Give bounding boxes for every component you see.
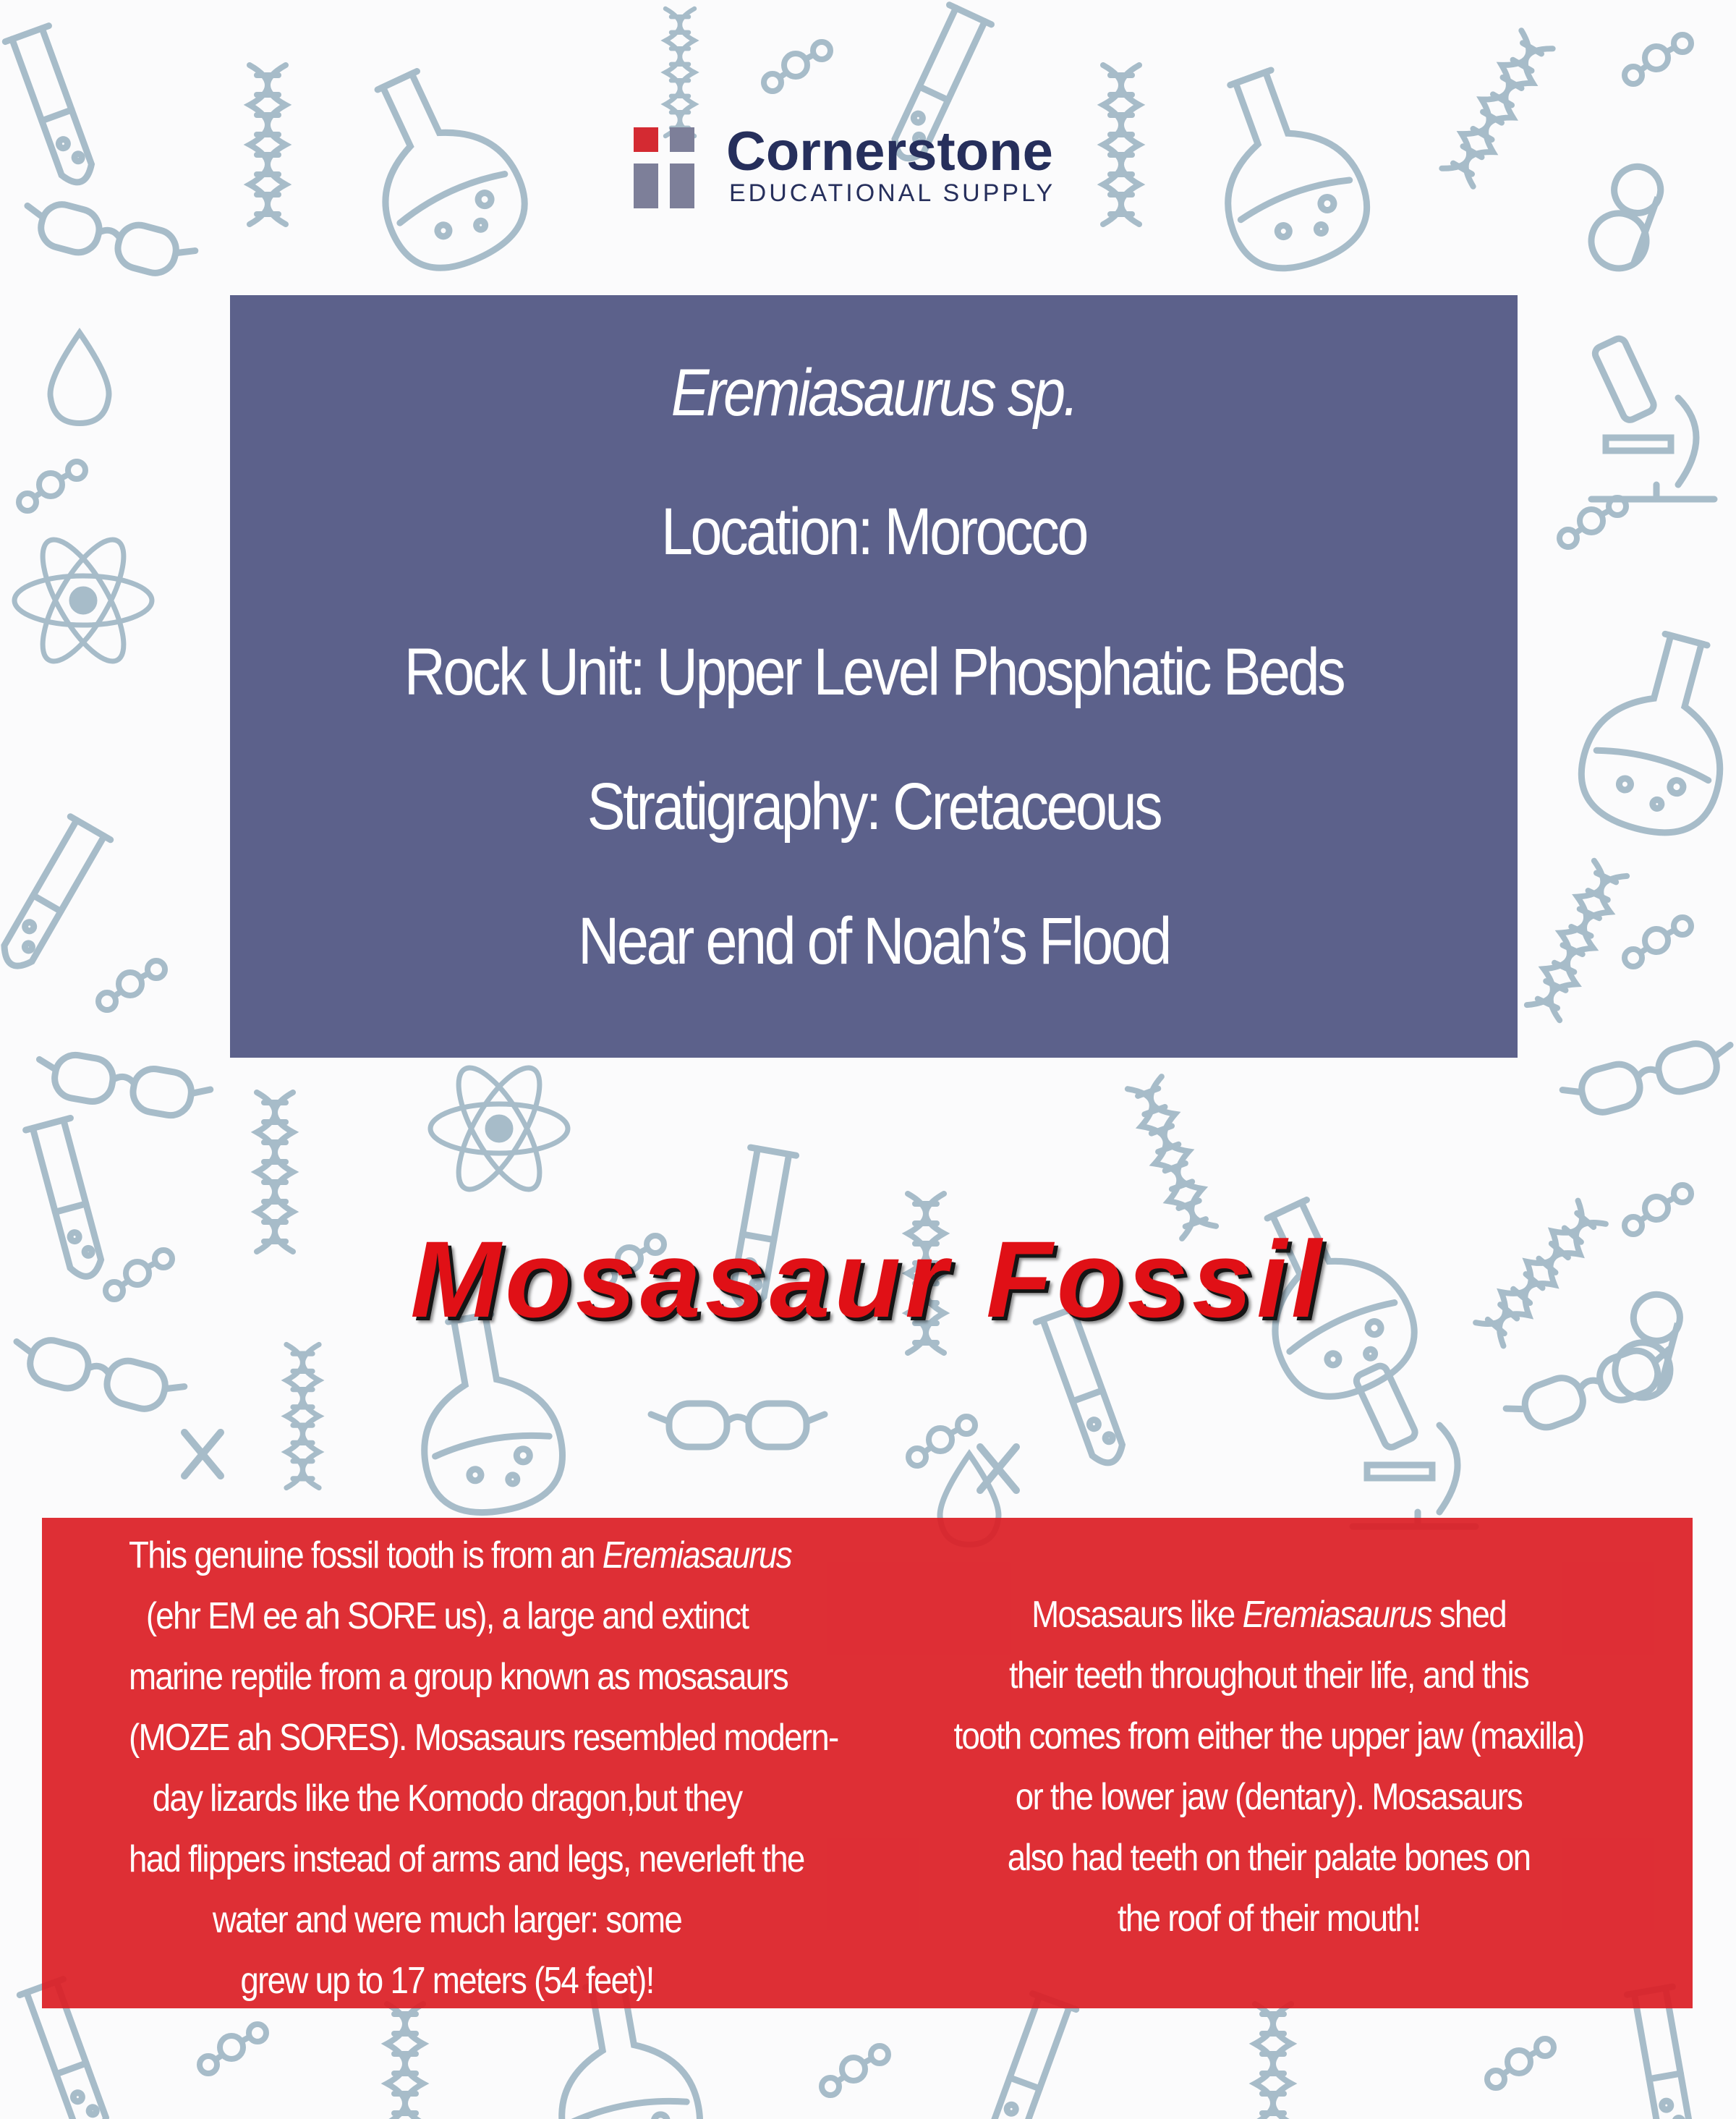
description-line: marine reptile from a group known as mosasaurs: [129, 1656, 788, 1698]
description-right-column: [907, 1584, 1630, 1949]
description-line: had flippers instead of arms and legs, neverleft the: [129, 1838, 804, 1880]
description-line: also had teeth on their palate bones on: [1007, 1837, 1531, 1879]
description-line: grew up to 17 meters (54 feet)!: [240, 1960, 654, 2002]
logo-wordmark: Cornerstone: [726, 121, 1053, 182]
species-name: Eremiasaurus sp.: [671, 356, 1077, 430]
description-panel: [42, 1518, 1693, 2008]
description-line: day lizards like the Komodo dragon,but they: [152, 1778, 742, 1819]
description-line: their teeth throughout their life, and this: [1009, 1655, 1528, 1697]
specimen-info-panel: [230, 295, 1518, 1058]
cornerstone-logo: [634, 121, 1111, 210]
description-line: the roof of their mouth!: [1117, 1898, 1421, 1940]
description-line: (MOZE ah SORES). Mosasaurs resembled modern-: [129, 1717, 838, 1759]
logo-tagline: EDUCATIONAL SUPPLY: [729, 179, 1056, 207]
description-line: Mosasaurs like Eremiasaurus shed: [1031, 1594, 1506, 1636]
description-left-column: [85, 1525, 838, 2011]
description-line: or the lower jaw (dentary). Mosasaurs: [1015, 1776, 1523, 1818]
page-title: Mosasaur Fossil: [410, 1218, 1326, 1340]
description-line: (ehr EM ee ah SORE us), a large and extinct: [145, 1595, 749, 1637]
location-line: Location: Morocco: [660, 495, 1086, 569]
rock-unit-line: Rock Unit: Upper Level Phosphatic Beds: [404, 635, 1344, 709]
flood-note-line: Near end of Noah’s Flood: [578, 904, 1170, 978]
cornerstone-logo-icon: [634, 127, 697, 208]
description-line: water and were much larger: some: [212, 1899, 682, 1941]
stratigraphy-line: Stratigraphy: Cretaceous: [587, 770, 1161, 844]
description-line: tooth comes from either the upper jaw (maxilla): [953, 1715, 1584, 1757]
description-line: This genuine fossil tooth is from an Eremiasaurus: [129, 1534, 791, 1576]
